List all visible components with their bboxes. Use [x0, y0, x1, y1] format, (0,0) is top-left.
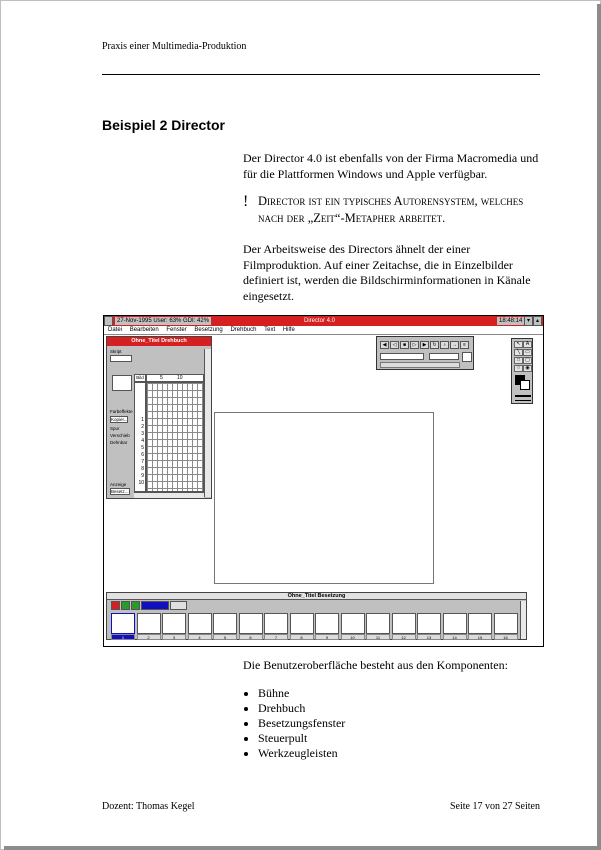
- channel-number: 8: [141, 466, 144, 472]
- score-left-panel: [109, 349, 133, 494]
- cast-member-number: 14: [443, 634, 467, 640]
- control-panel: [376, 336, 474, 370]
- channel-number: 6: [141, 452, 144, 458]
- channel-number: 5: [141, 445, 144, 451]
- menu-fenster[interactable]: Fenster: [166, 327, 187, 333]
- stage-area[interactable]: [214, 412, 434, 584]
- list-item: Bühne: [243, 686, 345, 701]
- cast-member-cell[interactable]: [137, 613, 161, 634]
- play-button[interactable]: ▶: [420, 341, 429, 349]
- channel-numbers: [134, 382, 146, 492]
- jump-end-button[interactable]: →: [452, 342, 457, 348]
- ink-label: Farbeffekte: [110, 409, 133, 414]
- ellipse-tool-icon[interactable]: ○: [514, 365, 523, 372]
- cast-member-number: 9: [315, 634, 339, 640]
- cast-member-number: 1: [111, 634, 135, 640]
- cast-member-number: 16: [494, 634, 518, 640]
- cast-vertical-scrollbar[interactable]: [520, 601, 526, 639]
- cast-member-cell[interactable]: [315, 613, 339, 634]
- display-select[interactable]: Besetz...: [111, 489, 129, 494]
- header-rule: [102, 74, 540, 75]
- cast-member-number: 8: [290, 634, 314, 640]
- line-tool-icon[interactable]: ╲: [514, 349, 523, 356]
- cast-next-button[interactable]: [121, 601, 130, 610]
- menu-hilfe[interactable]: Hilfe: [282, 327, 295, 333]
- app-title-bar: [104, 316, 543, 326]
- cast-member-number: 6: [239, 634, 263, 640]
- sprite-preview: [112, 375, 132, 391]
- minimize-icon[interactable]: ▾: [524, 316, 533, 326]
- cast-member-number: 4: [188, 634, 212, 640]
- cast-member-cell[interactable]: [443, 613, 467, 634]
- step-back-button[interactable]: ◁: [390, 341, 399, 349]
- cast-member-number: 5: [213, 634, 237, 640]
- trails-checkbox[interactable]: Spur: [110, 426, 120, 431]
- cast-member-cell[interactable]: [188, 613, 212, 634]
- cast-window: [106, 592, 527, 640]
- special-channels: [135, 383, 144, 417]
- list-item: Steuerpult: [243, 731, 345, 746]
- loop-button[interactable]: ↻: [430, 341, 439, 349]
- rect-tool-icon[interactable]: □: [514, 357, 523, 364]
- rewind-button[interactable]: ◀: [380, 341, 389, 349]
- maximize-icon[interactable]: ▴: [533, 316, 542, 326]
- cast-member-cell[interactable]: [468, 613, 492, 634]
- exclamation-icon: !: [243, 193, 249, 210]
- cast-toolbar: [111, 601, 187, 610]
- cast-member-cell[interactable]: [290, 613, 314, 634]
- channel-number: 4: [141, 438, 144, 444]
- arrow-tool-icon[interactable]: ↖: [514, 341, 523, 348]
- cast-title: Ohne_Titel Besetzung: [107, 593, 526, 600]
- line-width-selector[interactable]: [515, 395, 531, 397]
- menu-bar: [104, 326, 543, 335]
- tool-palette: [511, 338, 533, 404]
- components-list: [243, 686, 345, 761]
- list-item: Werkzeugleisten: [243, 746, 345, 761]
- cast-member-number: 13: [417, 634, 441, 640]
- cast-member-number: 15: [468, 634, 492, 640]
- cast-drag-button[interactable]: [131, 601, 140, 610]
- volume-button[interactable]: ♪: [440, 341, 449, 349]
- director-screenshot: [103, 315, 544, 647]
- stop-button[interactable]: ■: [400, 341, 409, 349]
- footer-author: Dozent: Thomas Kegel: [102, 801, 195, 812]
- script-label: Skript: [110, 349, 122, 354]
- background-color-swatch[interactable]: [462, 352, 472, 362]
- cast-member-cell[interactable]: [264, 613, 288, 634]
- display-label: Anzeige: [110, 482, 127, 487]
- page-shadow: [4, 846, 601, 850]
- button-tool-icon[interactable]: ◉: [523, 365, 532, 372]
- channel-number: 1: [141, 417, 144, 423]
- menu-bearbeiten[interactable]: Bearbeiten: [129, 327, 159, 333]
- cast-member-number: 11: [366, 634, 390, 640]
- channel-number: 3: [141, 431, 144, 437]
- script-field[interactable]: [110, 355, 132, 362]
- page-shadow: [597, 4, 601, 850]
- score-title: Ohne_Titel Drehbuch: [107, 337, 211, 346]
- ink-select[interactable]: Kopier...: [111, 417, 128, 422]
- channel-number: 10: [138, 480, 144, 486]
- clock: 18:48:14: [499, 318, 523, 324]
- score-grid[interactable]: [146, 382, 204, 492]
- moveable-checkbox[interactable]: Verschieb: [110, 433, 130, 438]
- cast-member-cell[interactable]: [341, 613, 365, 634]
- frame-number: 10: [177, 375, 183, 381]
- tempo-field[interactable]: [429, 353, 459, 360]
- field-tool-icon[interactable]: ▭: [523, 349, 532, 356]
- cast-member-number: 7: [264, 634, 288, 640]
- cast-member-cell[interactable]: [239, 613, 263, 634]
- text-tool-icon[interactable]: A: [523, 341, 532, 348]
- section-title: Beispiel 2 Director: [102, 117, 225, 133]
- score-horizontal-scrollbar[interactable]: [134, 492, 204, 498]
- stretch-checkbox[interactable]: Dehnbar: [110, 440, 128, 445]
- footer-page-number: Seite 17 von 27 Seiten: [450, 801, 540, 812]
- running-header: Praxis einer Multimedia-Produktion: [102, 41, 247, 52]
- system-menu-icon[interactable]: [104, 316, 113, 326]
- score-window: [106, 336, 212, 499]
- score-vertical-scrollbar[interactable]: [204, 349, 211, 497]
- cast-member-cell[interactable]: [162, 613, 186, 634]
- options-button[interactable]: ≡: [460, 341, 469, 349]
- cast-member-cell[interactable]: [111, 613, 135, 634]
- app-title: Director 4.0: [304, 318, 336, 324]
- cast-member-cell[interactable]: [494, 613, 518, 634]
- frame-label: Bild: [134, 374, 146, 382]
- resource-info: 27-Nov-1995 User: 63% GDI: 42%: [117, 318, 210, 324]
- intro-paragraph: Der Director 4.0 ist ebenfalls von der Firma Macromedia und für die Plattformen Windows und Apple verfügbar.: [243, 151, 539, 181]
- note-text: Director ist ein typisches Autorensystem, welches nach der „Zeit“-Metapher arbeitet.: [258, 194, 524, 225]
- list-item: Drehbuch: [243, 701, 345, 716]
- menu-drehbuch[interactable]: Drehbuch: [230, 327, 257, 333]
- round-rect-tool-icon[interactable]: ▢: [523, 357, 532, 364]
- cast-member-number: 12: [392, 634, 416, 640]
- frame-number: 5: [160, 375, 163, 381]
- cast-member-info[interactable]: [170, 601, 187, 610]
- frame-counter: [380, 353, 424, 360]
- menu-text[interactable]: Text: [264, 327, 276, 333]
- channel-number: 2: [141, 424, 144, 430]
- control-options-row[interactable]: [380, 362, 460, 368]
- background-color-swatch[interactable]: [520, 380, 530, 390]
- menu-datei[interactable]: Datei: [108, 327, 123, 333]
- cast-member-name[interactable]: [141, 601, 169, 610]
- cast-member-number: 2: [137, 634, 161, 640]
- line-width-selector[interactable]: [515, 400, 531, 401]
- paragraph-2: Der Arbeitsweise des Directors ähnelt der einer Filmproduktion. Auf einer Zeitachse, die in Einzelbilder definiert ist, werden die Bildschirminformationen in Känale eingesetzt.: [243, 242, 531, 303]
- cast-member-number: 3: [162, 634, 186, 640]
- step-forward-button[interactable]: ▷: [410, 341, 419, 349]
- cast-member-cell[interactable]: [417, 613, 441, 634]
- components-intro: Die Benutzeroberfläche besteht aus den Komponenten:: [243, 658, 508, 672]
- cast-member-cell[interactable]: [213, 613, 237, 634]
- cast-member-number: 10: [341, 634, 365, 640]
- cast-member-cell[interactable]: [366, 613, 390, 634]
- channel-number: 7: [141, 459, 144, 465]
- cast-prev-button[interactable]: [111, 601, 120, 610]
- channel-number: 9: [141, 473, 144, 479]
- menu-besetzung[interactable]: Besetzung: [194, 327, 223, 333]
- cast-member-cell[interactable]: [392, 613, 416, 634]
- list-item: Besetzungsfenster: [243, 716, 345, 731]
- frame-ruler: [146, 374, 204, 382]
